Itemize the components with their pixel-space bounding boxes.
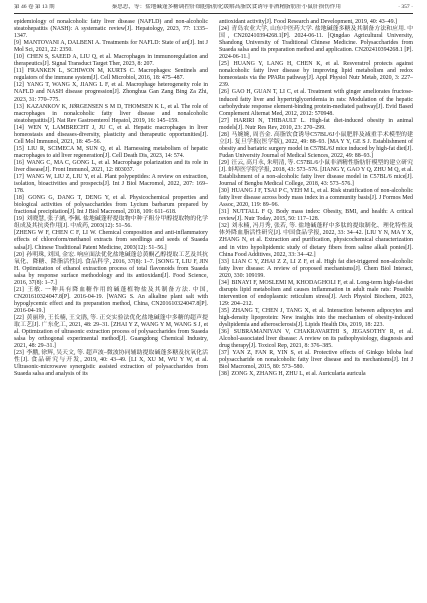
reference-number: [18] (14, 195, 24, 202)
reference-number: [17] (14, 174, 24, 181)
reference-entry (219, 308, 413, 329)
reference-entry (219, 26, 413, 61)
reference-number: [30] (219, 188, 229, 195)
reference-entry (219, 223, 413, 258)
reference-text: SUBRAMANIYAN V, CHAKRAVARTHI S, JEGASOTHY R, et al. Alcohol-associated liver disease: A review on its pathophysiology, diagnosis and drug therapy[J]. Toxicol Rep, 2021, 8: 376–385. (219, 329, 413, 350)
reference-number: [20] (14, 251, 24, 258)
reference-number: [11] (14, 68, 24, 75)
reference-number: [36] (219, 329, 229, 336)
reference-entry (14, 216, 208, 230)
reference-text: GAO H, GUAN T, LI C, et al. Treatment with ginger ameliorates fructose-induced fatty liver and hypertriglyceridemia in rats: Modulation of the hepatic carbohydrate response element-binding protein-mediated pathway[J]. Evid Based Complement Alternat Med, 2012, 2012: 570948. (219, 89, 413, 117)
reference-text: 王敏. 一种具有降血糖作用的碱蓬植物盐及其制备方法. 中国, CN201610324047.8[P]. 2016-04-19. [WANG S. An alkaline plant salt with hypoglycemic effect and its preparation method, China, CN201610324047.8[P]. 2016-04-19.] (14, 286, 208, 314)
reference-text: 孙明珠, 刘国, 金宏. 响应面法优化盐地碱蓬总黄酮乙醇提取工艺及其抗氧化、降糖、降脂活性[J]. 食品科学, 2016, 37(8): 1–7. [SONG T, LIU F, JIN H. Optimization of ethanol extraction process of total flavonoids from Suaeda salsa by response surface methodology and its antioxidant[J]. Food Science, 2016, 37(8): 1–7.] (14, 251, 208, 286)
reference-number: [21] (14, 286, 24, 293)
reference-number: [28] (219, 131, 229, 138)
reference-entry (14, 160, 208, 174)
reference-text: [ZHENG W F, CHEN C F, LI W. Chemical composition and anti-inflammatory effects of chloroform/methanol extracts from seedlings and seeds of Suaeda salsa[J]. Chinese Traditional Patent Medicine, 2003(12): 51–56.] (14, 230, 208, 251)
reference-number: [32] (219, 223, 229, 230)
reference-number: [10] (14, 54, 24, 61)
reference-number: [14] (14, 124, 24, 131)
reference-entry (219, 280, 413, 308)
reference-number: [16] (14, 159, 24, 166)
reference-text: FRANKEN L, SCHIWON M, KURTS C. Macrophages: Sentinels and regulators of the immune system[J]. Cell Microbiol, 2016, 18: 475–487. (14, 68, 208, 82)
reference-entry (14, 125, 208, 146)
reference-text: LIAN C Y, ZHAI Z Z, LI Z F, et al. High fat diet-triggered non-alcoholic fatty liver disease: A review of proposed mechanisms[J]. Chem Biol Interact, 2020, 330: 109199. (219, 258, 413, 279)
reference-entry (219, 132, 413, 160)
reference-text: 青岛农业大学, 山东中医药大学. 盐地碱蓬多糖及其制备方法和应用. 中国, CN202410394268.1[P]. 2024-06-11. [Qingdao Agricultural University, Shandong University of Traditional Chinese Medicine. Polysaccharides from Suaeda salsa and its preparation method and application. CN202410394268.1 [P]. 2024-06-11.] (219, 26, 413, 61)
reference-number: [33] (219, 258, 229, 265)
reference-entry (219, 329, 413, 350)
reference-entry (14, 315, 208, 350)
reference-columns (14, 19, 413, 378)
reference-number: [9] (14, 40, 21, 47)
reference-entry (14, 195, 208, 216)
reference-text: antioxidant activity[J]. Food Research and Development, 2019, 40: 43–49.] (219, 19, 397, 25)
reference-text: CHEN S, SAEED A, LIU Q, et al. Macrophages in immunoregulation and therapeutics[J]. Signal Transduct Target Ther, 2023, 8: 207. (14, 54, 208, 68)
reference-entry (14, 252, 208, 287)
reference-text: YAN Z, FAN R, YIN S, et al. Protective effects of Ginkgo biloba leaf polysaccharide on nonalcoholic fatty liver disease and its mechanisms[J]. Int J Biol Macromol, 2015, 80: 573–580. (219, 350, 413, 371)
running-header (14, 4, 413, 14)
reference-entry (14, 68, 208, 82)
reference-text: WEN Y, LAMBRECHT J, JU C, et al. Hepatic macrophages in liver homeostasis and diseases-diversity, plasticity and therapeutic opportunities[J]. Cell Mol Immunol, 2021, 18: 45–56. (14, 124, 208, 145)
right-reference-column (219, 19, 413, 378)
reference-text: HARIRI N, THIBAULT L. High-fat diet-induced obesity in animal models[J]. Nutr Res Rev, 2010, 23: 270–299. (219, 117, 413, 131)
reference-text: 李鹏, 徐辉, 吴天文, 等. 超声波–微波协同辅助提取碱蓬多糖及抗氧化活性[J]. 食品研究与开发, 2019, 40: 43–49. [LI X, XU M, WU Y W, et al. Ultrasonic-microwave synergistic assisted extraction of polysaccharides from Suaeda salsa and analysis of its (14, 350, 208, 378)
reference-entry (219, 259, 413, 280)
reference-text: KAZANKOV K, JØRGENSEN S M D, THOMSEN K L, et al. The role of macrophages in nonalcoholic fatty liver disease and nonalcoholic steatohepatitis[J]. Nat Rev Gastroenterol Hepatol, 2019, 16: 145–159. (14, 103, 208, 124)
reference-text: ZHANG T, CHEN J, TANG X, et al. Interaction between adipocytes and high-density lipoprotein: New insights into the mechanism of obesity-induced dyslipidemia and atherosclerosis[J]. Lipids Health Dis, 2019, 18: 223. (219, 307, 413, 329)
reference-number: [12] (14, 82, 24, 89)
reference-entry (14, 54, 208, 68)
reference-text: BINAYI F, MOSLEMI M, KHODAGHOLI F, et al. Long-term high-fat-diet disrupts lipid metabolism and causes inflammation in adult male rats: Possible intervention of endoplasmic reticulum stress[J]. Arch Physiol Biochem, 2023, 129: 204–212. (219, 279, 413, 307)
reference-number: [13] (14, 103, 24, 110)
reference-number: [38] (219, 371, 229, 378)
reference-number: [23] (14, 350, 24, 357)
reference-entry (219, 19, 413, 26)
reference-text: epidemiology of nonalcoholic fatty liver disease (NAFLD) and non-alcoholic steatohepatitis (NASH): A systematic review[J]. Hepatology, 2023, 77: 1335–1347. (14, 19, 208, 40)
reference-number: [25] (219, 61, 229, 68)
reference-entry (14, 350, 208, 378)
reference-entry (14, 82, 208, 103)
reference-number: [24] (219, 26, 229, 33)
reference-text: WANG W, LIU Z, LIU Y, et al. Plant polypeptides: A review on extraction, isolation, bioactivities and prospects[J]. Int J Biol Macromol, 2022, 207: 169–178. (14, 174, 208, 195)
reference-text: HUANG J F, TSAI P C, YEH M L, et al. Risk stratification of non-alcoholic fatty liver disease across body mass index in a community basis[J]. J Formos Med Assoc, 2020, 119: 89–96. (219, 188, 413, 209)
reference-entry (14, 287, 208, 315)
reference-text: ZONG X, ZHANG H, ZHU L, et al. Auricularia auricula (231, 371, 366, 378)
reference-number: [35] (219, 307, 229, 314)
reference-entry (219, 371, 413, 378)
reference-text: WANG C, MA C, GONG L, et al. Macrophage polarization and its role in liver disease[J]. Front Immunol, 2021, 12: 803037. (14, 159, 208, 173)
reference-text: 马婉婉, 周吾金. 高脂饮食诱导C57BL/6J小鼠肥胖及减重手术模型的建立[J]. 复旦学报(医学版), 2022, 49: 88–93. [MA Y Y, GE S J. Establishment of obesity and bariatric surgery model in C57BL/6J mice induced by high-fat diet[J]. Fudan University Journal of Medical Sciences, 2022, 49: 88–93.] (219, 131, 413, 159)
reference-number: [31] (219, 209, 229, 216)
reference-text: MANTOVANI A, DALBENI A. Treatments for NAFLD: State of art[J]. Int J Mol Sci, 2021, 22: 2350. (14, 40, 208, 54)
reference-entry (219, 209, 413, 223)
reference-entry (14, 230, 208, 251)
header-article-title: 秦思思，等：盐地碱蓬多糖调控肝细胞脂肪化缓解高脂饮食诱导非酒精脂肪肝小鼠肝损伤作用 (111, 4, 341, 10)
reference-number: [29] (219, 159, 229, 166)
reference-entry (219, 160, 413, 188)
reference-text: 汪云, 高月永, 朱明清, 等. C57BL/6小鼠非酒精性脂肪肝模型的建立研究[J]. 蚌埠医学院学报, 2018, 43: 573–576. [JIANG Y, GAO Y Q, ZHU M Q, et al. Establishment of a non-alcoholic fatty liver disease model in C57BL/6 mice[J]. Journal of Bengbu Medical College, 2018, 43: 573–576.] (219, 159, 413, 188)
reference-text: HUANG Y, LANG H, CHEN K, et al. Resveratrol protects against nonalcoholic fatty liver disease by improving lipid metabolism and redox homeostasis via the PPARα pathway[J]. Appl Physiol Nutr Metab, 2020, 3: 227–239. (219, 61, 413, 89)
reference-entry (14, 19, 208, 40)
reference-entry (14, 174, 208, 195)
reference-text: 黄丽珍, 王长楠, 王文鹃, 等. 正交实验法优化盐地碱蓬中多糖的超声提取工艺[J]. 广东化工, 2021, 48: 29–31. [ZHAI Y Z, WANG Y M, WANG S J, et al. Optimization of ultrasonic extraction process of polysaccharides from Suaeda salsa by orthogonal experimental method[J]. Guangdong Chemical Industry, 2021, 48: 29–31.] (14, 314, 209, 350)
reference-entry (219, 61, 413, 89)
reference-entry (219, 118, 413, 132)
reference-number: [37] (219, 350, 229, 357)
reference-text: GONG G, DANG T, DENG Y, et al. Physicochemical properties and biological activities of polysaccharides from Lycium barbarum prepared by fractional precipitation[J]. Int J Biol Macromol, 2018, 109: 611–618. (14, 195, 208, 216)
reference-number: [27] (219, 117, 229, 124)
reference-entry (219, 89, 413, 117)
reference-text: NUTTALL F Q. Body mass index: Obesity, BMI, and health: A critical review[J]. Nutr Today, 2015, 50: 117–128. (219, 209, 413, 223)
header-page-number: · 357 · (398, 4, 413, 10)
left-reference-column (14, 19, 208, 378)
reference-entry (14, 104, 208, 125)
reference-entry (14, 146, 208, 160)
reference-text: 刘晓慧, 张子涵, 李佩. 盐地碱蓬籽提取物中种子粗分甲醇提取物的化学组成及其抗炎作用[J]. 中成药, 2003(12): 51–56. (14, 216, 208, 230)
reference-number: [22] (14, 314, 24, 321)
reference-text: LIU R, SCIMECA M, SUN Q, et al. Harnessing metabolism of hepatic macrophages to aid liver regeneration[J]. Cell Death Dis, 2023, 14: 574. (14, 145, 208, 159)
reference-number: [19] (14, 216, 24, 223)
reference-number: [34] (219, 279, 229, 286)
reference-number: [15] (14, 145, 24, 152)
header-issue: 第 46 卷 第 13 期 (14, 4, 55, 10)
reference-entry (219, 350, 413, 371)
reference-entry (14, 40, 208, 54)
reference-text: YANG T, WANG X, JIANG L F, et al. Macrophage heterogeneity role in NAFLD and NASH disease progression[J]. Zhonghua Gan Zang Bing Za Zhi, 2023, 31: 770–775. (14, 82, 208, 103)
reference-entry (219, 188, 413, 209)
reference-text: 刘永楠, 冯月秀, 张若, 等. 盐地碱蓬籽中多肽的提取制化、理化特性及体外降血脂活性研究[J]. 中国食品学报, 2022, 33: 34–42. [LIU Y N, MA Y X, ZHANG N, et al. Extraction and purification, physicochemical characterization and in vitro hypolipidemic study of dietary fibers from saline alkali ponies[J]. China Food Additives, 2022, 33: 34–42.] (219, 223, 414, 258)
reference-number: [26] (219, 89, 229, 96)
